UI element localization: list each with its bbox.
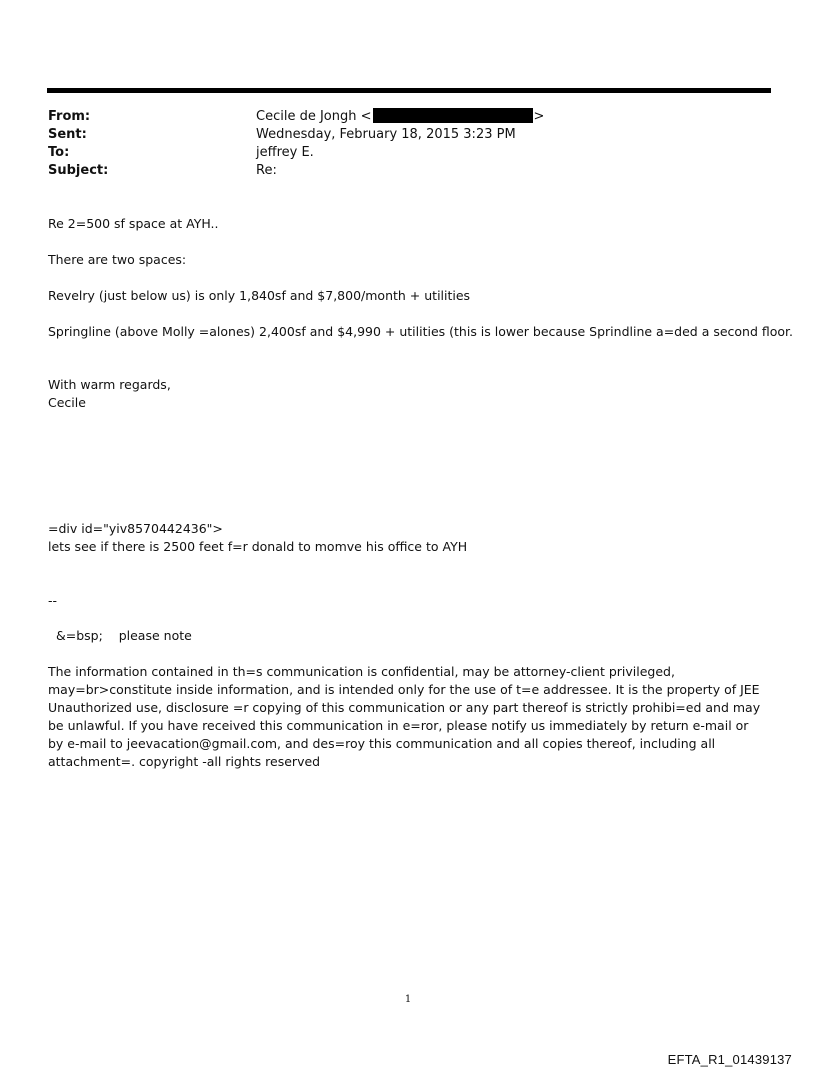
from-suffix: > bbox=[533, 109, 545, 124]
email-header bbox=[48, 108, 768, 180]
to-value: jeffrey E. bbox=[256, 145, 314, 160]
redacted-email-block bbox=[373, 108, 533, 123]
to-row bbox=[48, 144, 768, 162]
quoted-line: lets see if there is 2500 feet f=r donald to momve his office to AYH bbox=[48, 539, 468, 554]
body-line-1: Re 2=500 sf space at AYH.. bbox=[48, 216, 219, 231]
bates-number: EFTA_R1_01439137 bbox=[667, 1052, 792, 1067]
to-label: To: bbox=[48, 145, 70, 160]
header-rule bbox=[47, 88, 771, 93]
from-value bbox=[256, 108, 544, 126]
from-row bbox=[48, 108, 768, 126]
disclaimer-paragraph: The information contained in th=s communication is confidential, may be attorney-client privileged, may=br>constitute inside information, and is intended only for the use of t=e addressee. It is the property of JEE Unauthorized use, disclosure =r copying of this communication or any part thereof is strictly prohibi=ed and may be unlawful. If you have received this communication in e=ror, please notify us immediately by return e-mail or by e-mail to jeevacation@gmail.com, and des=roy this communication and all copies thereof, including all attachment=. copyright -all rights reserved bbox=[48, 664, 761, 769]
note-line: &=bsp; please note bbox=[56, 628, 192, 643]
closing-line: With warm regards, bbox=[48, 377, 171, 392]
signature-line: Cecile bbox=[48, 395, 86, 410]
page-number: 1 bbox=[404, 994, 412, 1005]
subject-value: Re: bbox=[256, 163, 277, 178]
from-name: Cecile de Jongh < bbox=[256, 109, 372, 124]
subject-label: Subject: bbox=[48, 163, 109, 178]
div-line: =div id="yiv8570442436"> bbox=[48, 521, 223, 536]
body-line-4: Springline (above Molly =alones) 2,400sf and $4,990 + utilities (this is lower because Sprindline a=ded a second floor. bbox=[48, 324, 794, 339]
from-label: From: bbox=[48, 109, 91, 124]
subject-row bbox=[48, 162, 768, 180]
sent-value: Wednesday, February 18, 2015 3:23 PM bbox=[256, 127, 516, 142]
sent-label: Sent: bbox=[48, 127, 87, 142]
sent-row bbox=[48, 126, 768, 144]
separator-line: -- bbox=[48, 593, 58, 608]
body-line-3: Revelry (just below us) is only 1,840sf and $7,800/month + utilities bbox=[48, 288, 471, 303]
body-line-2: There are two spaces: bbox=[48, 252, 187, 267]
